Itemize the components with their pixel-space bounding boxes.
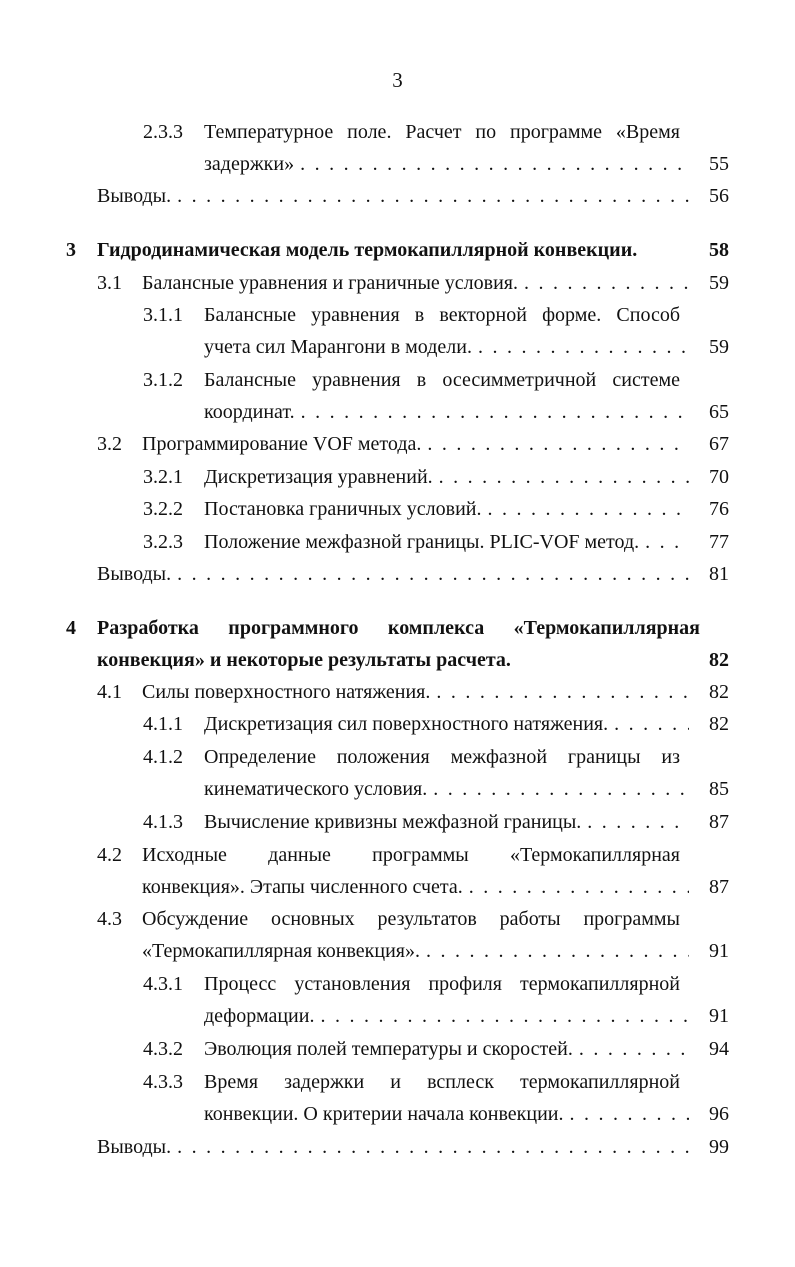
- leader-dots: [421, 428, 689, 460]
- leader-dots: [482, 493, 689, 525]
- toc-entry-4-3[interactable]: [0, 903, 795, 967]
- leader-dots: [518, 267, 689, 299]
- section-number: 4.3.2: [143, 1038, 183, 1060]
- section-number: 3.2.1: [143, 466, 183, 488]
- leader-dots: [295, 396, 689, 428]
- chapter-title: Гидродинамическая модель термокапиллярной конвекции.: [97, 239, 638, 261]
- page-ref: 76: [709, 498, 729, 520]
- section-number: 4.3.1: [143, 973, 183, 995]
- entry-title-line2: кинематического условия. . . .: [204, 773, 689, 805]
- page-ref: 58: [709, 239, 729, 261]
- entry-title: Программирование VOF метода. . . .: [142, 428, 689, 460]
- page-number: 3: [392, 68, 403, 92]
- entry-title-line2: конвекция». Этапы численного счета. . . .: [142, 871, 689, 903]
- toc-entry-4-1[interactable]: [0, 676, 795, 708]
- page-ref: 82: [709, 649, 729, 671]
- toc-entry-4-1-1[interactable]: [0, 708, 795, 740]
- entry-title-line1: Процесс установления профиля термокапиллярной: [204, 973, 680, 995]
- entry-title-line1: Балансные уравнения в осесимметричной системе: [204, 369, 680, 391]
- toc-entry-4-3-2[interactable]: [0, 1033, 795, 1065]
- toc-entry-3-2-1[interactable]: [0, 461, 795, 493]
- entry-title-line1: Исходные данные программы «Термокапиллярная: [142, 844, 680, 866]
- leader-dots: [463, 871, 689, 903]
- page-ref: 87: [709, 876, 729, 898]
- entry-title: Балансные уравнения и граничные условия. . . .: [142, 267, 689, 299]
- leader-dots: [433, 461, 689, 493]
- leader-dots: [472, 331, 689, 363]
- entry-title: Выводы. . . .: [97, 558, 689, 590]
- chapter-title-line2: конвекция» и некоторые результаты расчета.: [97, 649, 511, 671]
- leader-dots: [420, 935, 689, 967]
- entry-title: Силы поверхностного натяжения. . . .: [142, 676, 689, 708]
- entry-title-line1: Обсуждение основных результатов работы программы: [142, 908, 680, 930]
- toc-chapter-4[interactable]: [0, 612, 795, 676]
- leader-dots: [430, 676, 689, 708]
- page-ref: 56: [709, 185, 729, 207]
- page-ref: 96: [709, 1103, 729, 1125]
- entry-title-line2: координат. . . .: [204, 396, 689, 428]
- page-ref: 91: [709, 1005, 729, 1027]
- leader-dots: [294, 148, 689, 180]
- toc-entry-3-1-2[interactable]: [0, 364, 795, 428]
- toc-entry-4-3-3[interactable]: [0, 1066, 795, 1130]
- entry-title-line1: Определение положения межфазной границы из: [204, 746, 680, 768]
- chapter-title-line1: Разработка программного комплекса «Термокапиллярная: [97, 617, 700, 639]
- leader-dots: [171, 558, 689, 590]
- entry-title: Дискретизация сил поверхностного натяжения. . . .: [204, 708, 689, 740]
- leader-dots: [171, 180, 689, 212]
- entry-title: Эволюция полей температуры и скоростей. . . .: [204, 1033, 689, 1065]
- section-number: 4.1.3: [143, 811, 183, 833]
- chapter-number: 4: [66, 617, 76, 639]
- entry-title-line2: «Термокапиллярная конвекция». . . .: [142, 935, 689, 967]
- page-ref: 77: [709, 531, 729, 553]
- leader-dots: [581, 806, 689, 838]
- toc-entry-4-3-1[interactable]: [0, 968, 795, 1032]
- entry-title-line2: конвекции. О критерии начала конвекции. . . .: [204, 1098, 689, 1130]
- entry-title: Вычисление кривизны межфазной границы. . . .: [204, 806, 689, 838]
- page-ref: 82: [709, 681, 729, 703]
- leader-dots: [608, 708, 689, 740]
- section-number: 2.3.3: [143, 121, 183, 143]
- entry-title-line2: задержки» . . .: [204, 148, 689, 180]
- page-ref: 81: [709, 563, 729, 585]
- leader-dots: [171, 1131, 689, 1163]
- section-number: 3.2.2: [143, 498, 183, 520]
- page-ref: 55: [709, 153, 729, 175]
- toc-entry-3-1-1[interactable]: [0, 299, 795, 363]
- chapter-number: 3: [66, 239, 76, 261]
- page-ref: 65: [709, 401, 729, 423]
- toc-entry-2-3-3[interactable]: [0, 116, 795, 180]
- toc-entry-3-2-2[interactable]: [0, 493, 795, 525]
- toc-entry-conclusions-3[interactable]: [0, 558, 795, 590]
- toc-chapter-3[interactable]: [0, 234, 795, 266]
- section-number: 4.1: [97, 681, 122, 703]
- toc-entry-3-2[interactable]: [0, 428, 795, 460]
- section-number: 3.2.3: [143, 531, 183, 553]
- section-number: 4.1.1: [143, 713, 183, 735]
- entry-title: Положение межфазной границы. PLIC-VOF метод. . . .: [204, 526, 689, 558]
- entry-title-line1: Время задержки и всплеск термокапиллярной: [204, 1071, 680, 1093]
- toc-entry-3-1[interactable]: [0, 267, 795, 299]
- entry-title-line1: Температурное поле. Расчет по программе «Время: [204, 121, 680, 143]
- page-ref: 94: [709, 1038, 729, 1060]
- page-ref: 59: [709, 336, 729, 358]
- section-number: 3.1.2: [143, 369, 183, 391]
- page-ref: 59: [709, 272, 729, 294]
- section-number: 4.3.3: [143, 1071, 183, 1093]
- page-ref: 91: [709, 940, 729, 962]
- leader-dots: [564, 1098, 689, 1130]
- section-number: 3.1: [97, 272, 122, 294]
- toc-entry-3-2-3[interactable]: [0, 526, 795, 558]
- entry-title: Постановка граничных условий. . . .: [204, 493, 689, 525]
- page-ref: 85: [709, 778, 729, 800]
- page-ref: 82: [709, 713, 729, 735]
- section-number: 3.1.1: [143, 304, 183, 326]
- section-number: 3.2: [97, 433, 122, 455]
- page-ref: 87: [709, 811, 729, 833]
- toc-entry-4-1-2[interactable]: [0, 741, 795, 805]
- leader-dots: [639, 526, 689, 558]
- toc-entry-conclusions-4[interactable]: [0, 1131, 795, 1163]
- entry-title: Выводы. . . .: [97, 180, 689, 212]
- page-ref: 70: [709, 466, 729, 488]
- entry-title: Дискретизация уравнений. . . .: [204, 461, 689, 493]
- entry-title-line1: Балансные уравнения в векторной форме. Способ: [204, 304, 680, 326]
- entry-title-line2: учета сил Марангони в модели. . . .: [204, 331, 689, 363]
- section-number: 4.1.2: [143, 746, 183, 768]
- leader-dots: [573, 1033, 689, 1065]
- page-ref: 67: [709, 433, 729, 455]
- section-number: 4.2: [97, 844, 122, 866]
- entry-title-line2: деформации. . . .: [204, 1000, 689, 1032]
- toc-entry-conclusions-2[interactable]: [0, 180, 795, 212]
- toc-entry-4-2[interactable]: [0, 839, 795, 903]
- entry-title: Выводы. . . .: [97, 1131, 689, 1163]
- leader-dots: [314, 1000, 689, 1032]
- page-ref: 99: [709, 1136, 729, 1158]
- section-number: 4.3: [97, 908, 122, 930]
- leader-dots: [427, 773, 689, 805]
- toc-entry-4-1-3[interactable]: [0, 806, 795, 838]
